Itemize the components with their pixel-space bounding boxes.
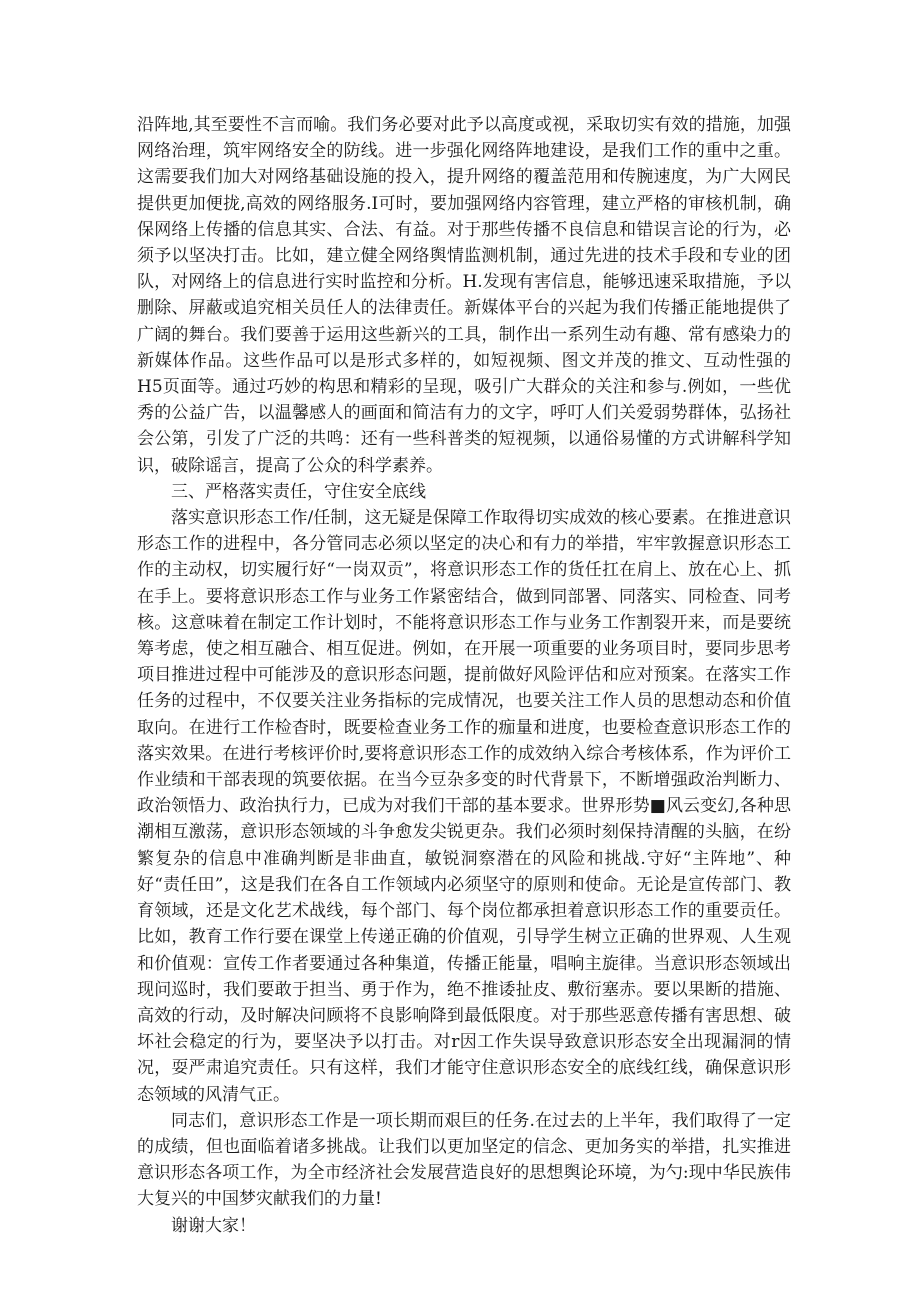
thanks-line: 谢谢大家！	[171, 1215, 256, 1236]
body-paragraph-2: 落实意识形态工作/任制，这无疑是保障工作取得切实成效的核心要素。在推进意识形态工作的进程中，各分管同志必须以坚定的决心和有力的举措，牢牢敦握意识形态工作的主动权，切实履行好“一岗双贡”，将意识形态工作的货任扛在肩上、放在心上、抓在手上。要将意识形态工作与业务工作紧密结合，做到同部署、同落实、同检查、同考核。这意味着在制定工作计划时，不能将意识形态工作与业务工作割裂开来，而是要统筹考虑，使之相互融合、相互促进。例如，在开展一项重要的业务项目时，要同步思考项目推进过程中可能涉及的意识形态问题，提前做好风险评估和应对预案。在落实工作任务的过程中，不仅要关注业务指标的完成情况，也要关注工作人员的思想动态和价值取向。在进行工作检杳时，既要检查业务工作的痂量和进度，也要检查意识形态工作的落实效果。在进行考核评价时,要将意识形态工作的成效纳入综合考核体系，作为评价工作业绩和干部表现的筑要依据。在当今豆杂多变的时代背景下，不断增强政治判断力、政治领悟力、政治执行力，已成为对我们干部的基本要求。世界形势■风云变幻,各种思潮相互激荡，意识形态领域的斗争愈发尖锐更杂。我们必须时刻保持清醒的头脑，在纷繁复杂的信息中准确判断是非曲直，敏锐洞察潜在的风险和挑战.守好“主阵地”、种好“责任田”，这是我们在各自工作领域内必须坚守的原则和使命。无论是宣传部门、教育领域，还是文化艺术战线，每个部门、每个岗位都承担着意识形态工作的重要贡任。比如，教育工作行要在课堂上传递正确的价值观，引导学生树立正确的世界观、人生观和价值观：宣传工作者要通过各种集道，传播正能量，唱响主旋律。当意识形态领域出现问巡时，我们要敢于担当、勇于作为，绝不推诿扯皮、敷衍塞赤。要以果断的措施、高效的行动，及时解决问顾将不良影响降到最低限度。对于那些恶意传播有害思想、破坏社会稳定的行为，要坚决予以打击。对r因工作失误导致意识形态安全出现漏洞的情况，耍严肃追究责任。只有这样，我们才能守住意识形态安全的底线红线，确保意识形态领域的风清气正。	[137, 508, 791, 1105]
closing-paragraph: 同志们，意识形态工作是一项长期而艰巨的任务.在过去的上半年，我们取得了一定的成绩，但也面临着诸多挑战。让我们以更加坚定的信念、更加务实的举措，扎实推进意识形态各项工作，为全市经济社会发展营造良好的思想舆论环境，为勺:现中华民族伟大复兴的中国梦灾献我们的力量!	[137, 1110, 791, 1210]
body-paragraph-1: 沿阵地,其至要性不言而喻。我们务必要对此予以高度或视，采取切实有效的措施，加强网络治理，筑牢网络安全的防线。进一步强化网络阵地建设，是我们工作的重中之重。这需要我们加大对网络基础设施的投入，提升网络的覆盖范用和传腕速度，为广大网民提供更加便拢,高效的网络服务.I可时，要加强网络内容管理，建立严格的审核机制，确保网络上传播的信息其实、合法、有益。对于那些传播不良信息和错误言论的行为，必须予以坚决打击。比如，建立健全网络舆情监测机制，通过先进的技术手段和专业的团队，对网络上的信息进行实时监控和分析。H.发现有害信息，能够迅速采取措施，予以删除、屏蔽或追究相关员任人的法律责任。新媒体平台的兴起为我们传播正能地提供了广阔的舞台。我们要善于运用这些新兴的工具，制作出一系列生动有趣、常有感染力的新媒体作品。这些作品可以是形式多样的，如短视频、图文并茂的推文、互动性强的H5页面等。通过巧妙的构思和精彩的呈现，吸引广大群众的关注和参与.例如，一些优秀的公益广告，以温馨感人的画面和简洁有力的文字，呼叮人们关爱弱势群体，弘扬社会公第，引发了广泛的共鸣：还有一些科普类的短视频，以通俗易懂的方式讲解科学知识，破除谣言，提高了公众的科学素养。	[137, 115, 791, 476]
section-heading-3: 三、严格落实责任，守住安全底线	[171, 481, 426, 502]
document-page	[137, 112, 791, 1239]
